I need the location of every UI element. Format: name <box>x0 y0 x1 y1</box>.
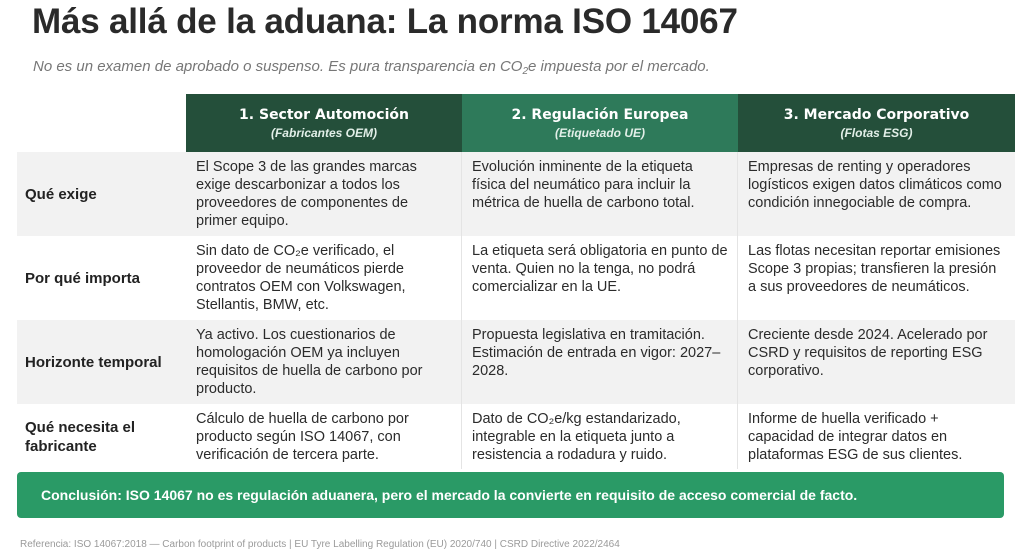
table-row <box>17 404 1015 469</box>
subtitle-text-end: e impuesta por el mercado. <box>528 58 710 75</box>
column-subtitle: (Fabricantes OEM) <box>270 125 378 140</box>
references-footer: Referencia: ISO 14067:2018 — Carbon footprint of products | EU Tyre Labelling Regulation (EU) 2020/740 | CSRD Directive 2022/2464 <box>20 539 620 550</box>
table-cell: Dato de CO₂e/kg estandarizado, integrable en la etiqueta junto a resistencia a rodadura y ruido. <box>462 404 738 469</box>
column-title: 2. Regulación Europea <box>511 106 689 123</box>
table-cell: El Scope 3 de las grandes marcas exige descarbonizar a todos los proveedores de componentes de primer equipo. <box>186 152 462 236</box>
column-header-mercado <box>738 94 1015 152</box>
row-label: Horizonte temporal <box>17 320 186 404</box>
page-title: Más allá de la aduana: La norma ISO 14067 <box>32 2 738 41</box>
table-cell: Sin dato de CO₂e verificado, el proveedor de neumáticos pierde contratos OEM con Volkswagen, Stellantis, BMW, etc. <box>186 236 462 320</box>
column-title: 1. Sector Automoción <box>239 106 409 123</box>
column-subtitle: (Etiquetado UE) <box>555 125 645 140</box>
table-cell: Cálculo de huella de carbono por producto según ISO 14067, con verificación de tercera parte. <box>186 404 462 469</box>
row-label: Por qué importa <box>17 236 186 320</box>
subtitle-subscript: 2 <box>522 66 529 77</box>
column-header-regulacion <box>462 94 738 152</box>
table-cell: Creciente desde 2024. Acelerado por CSRD y requisitos de reporting ESG corporativo. <box>738 320 1015 404</box>
table-cell: La etiqueta será obligatoria en punto de venta. Quien no la tenga, no podrá comercializar en la UE. <box>462 236 738 320</box>
table-cell: Evolución inminente de la etiqueta física del neumático para incluir la métrica de huella de carbono total. <box>462 152 738 236</box>
subtitle-text-start: No es un examen de aprobado o suspenso. Es pura transparencia en CO <box>33 58 523 75</box>
table-row <box>17 320 1015 404</box>
comparison-table <box>17 94 1015 469</box>
page-subtitle <box>33 58 710 77</box>
table-corner <box>17 94 186 152</box>
conclusion-banner: Conclusión: ISO 14067 no es regulación aduanera, pero el mercado la convierte en requisito de acceso comercial de facto. <box>17 472 1004 518</box>
table-row <box>17 152 1015 236</box>
table-cell: Empresas de renting y operadores logísticos exigen datos climáticos como condición innegociable de compra. <box>738 152 1015 236</box>
column-header-automocion <box>186 94 462 152</box>
table-cell: Las flotas necesitan reportar emisiones Scope 3 propias; transfieren la presión a sus proveedores de neumáticos. <box>738 236 1015 320</box>
row-label: Qué necesita el fabricante <box>17 404 186 469</box>
column-subtitle: (Flotas ESG) <box>840 125 913 140</box>
table-cell: Informe de huella verificado + capacidad de integrar datos en plataformas ESG de sus clientes. <box>738 404 1015 469</box>
column-title: 3. Mercado Corporativo <box>783 106 970 123</box>
table-cell: Ya activo. Los cuestionarios de homologación OEM ya incluyen requisitos de huella de carbono por producto. <box>186 320 462 404</box>
row-label: Qué exige <box>17 152 186 236</box>
table-header-row <box>17 94 1015 152</box>
table-row <box>17 236 1015 320</box>
table-cell: Propuesta legislativa en tramitación. Estimación de entrada en vigor: 2027–2028. <box>462 320 738 404</box>
